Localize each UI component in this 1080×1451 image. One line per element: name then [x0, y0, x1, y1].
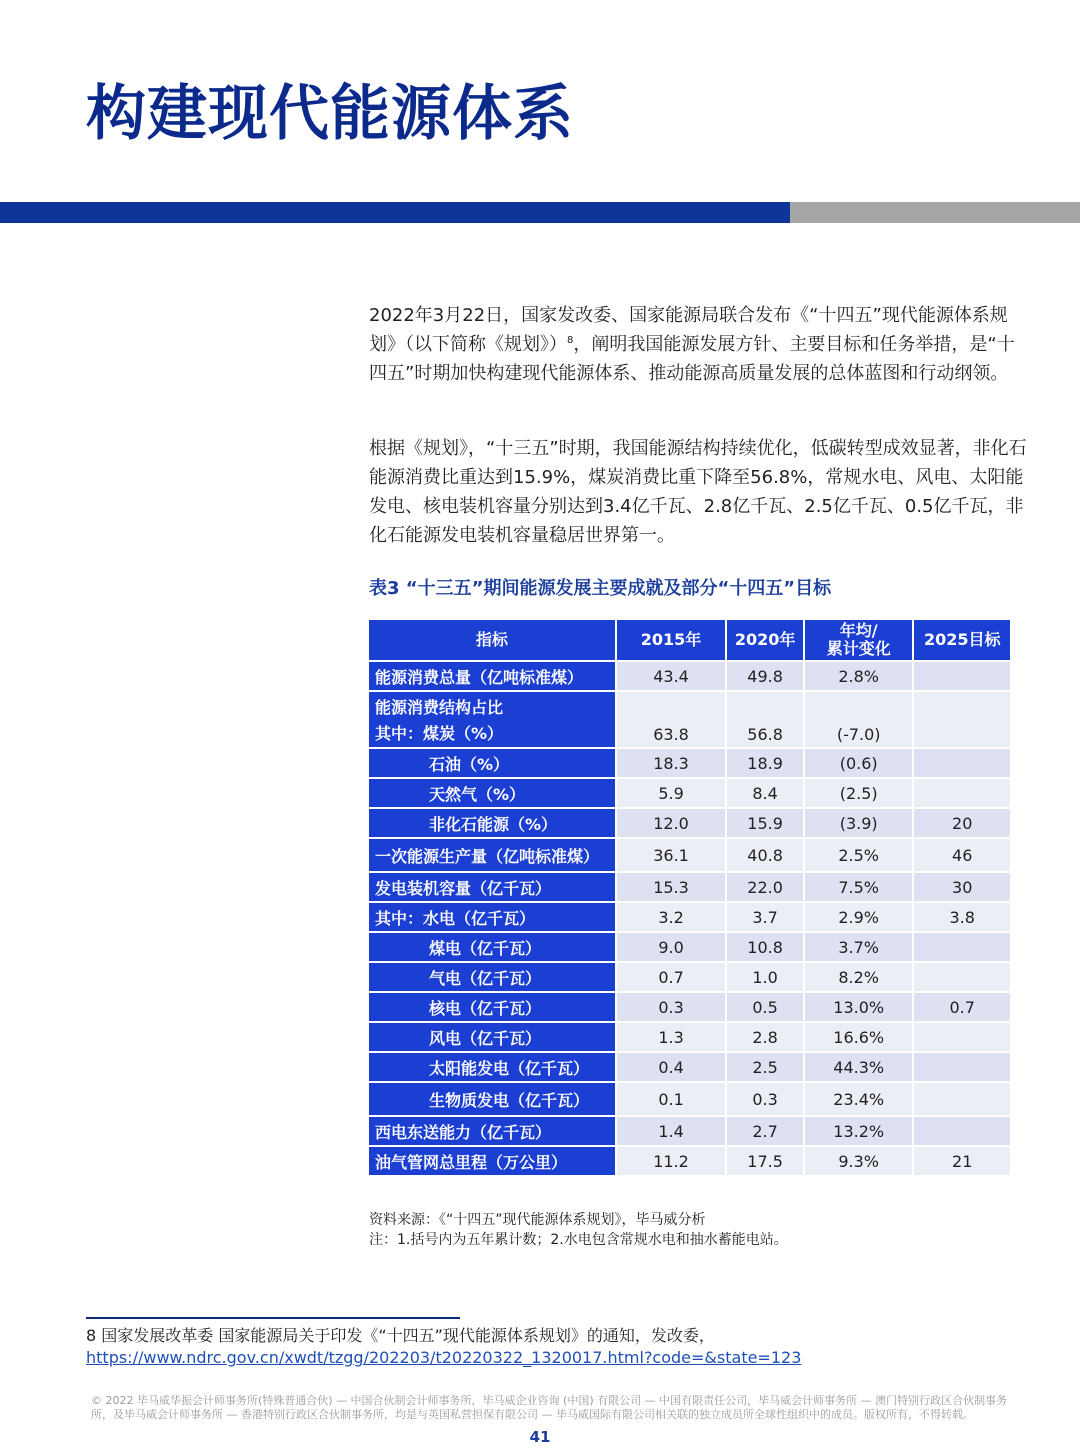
row-label: 天然气（%）: [369, 779, 615, 807]
footnote: [86, 1325, 801, 1369]
cell-change: 16.6%: [805, 1023, 912, 1051]
cell-2020: 2.5: [727, 1053, 803, 1081]
cell-change: 2.8%: [805, 662, 912, 690]
table-row: [369, 1053, 1010, 1081]
table-row: [369, 1117, 1010, 1145]
cell-2015: 9.0: [617, 933, 725, 961]
row-label: 核电（亿千瓦）: [369, 993, 615, 1021]
cell-2020: 49.8: [727, 662, 803, 690]
header-target: 2025目标: [914, 620, 1010, 660]
cell-2015: 3.2: [617, 903, 725, 931]
cell-change: 2.9%: [805, 903, 912, 931]
cell-target: 3.8: [914, 903, 1010, 931]
cell-change: 23.4%: [805, 1083, 912, 1115]
table-row: [369, 809, 1010, 837]
cell-2020: 8.4: [727, 779, 803, 807]
cell-2020: 17.5: [727, 1147, 803, 1175]
cell-target: [914, 779, 1010, 807]
row-label: 西电东送能力（亿千瓦）: [369, 1117, 615, 1145]
cell-2015: 11.2: [617, 1147, 725, 1175]
cell-2020: 3.7: [727, 903, 803, 931]
cell-target: [914, 749, 1010, 777]
cell-2015: 0.3: [617, 993, 725, 1021]
row-label: 非化石能源（%）: [369, 809, 615, 837]
cell-2020: 10.8: [727, 933, 803, 961]
energy-table: [367, 618, 1012, 1177]
table-header-row: [369, 620, 1010, 660]
cell-2015: 12.0: [617, 809, 725, 837]
cell-target: [914, 1023, 1010, 1051]
row-label: 石油（%）: [369, 749, 615, 777]
table-row: [369, 993, 1010, 1021]
cell-change: 9.3%: [805, 1147, 912, 1175]
cell-change: (2.5): [805, 779, 912, 807]
cell-change: 13.2%: [805, 1117, 912, 1145]
table-row: [369, 873, 1010, 901]
cell-target: 20: [914, 809, 1010, 837]
header-band-gray: [790, 202, 1080, 223]
cell-change: 44.3%: [805, 1053, 912, 1081]
row-label: 能源消费总量（亿吨标准煤）: [369, 662, 615, 690]
row-label-line2: 其中：煤炭（%）: [375, 724, 504, 743]
cell-target: [914, 963, 1010, 991]
cell-change: (-7.0): [805, 692, 912, 747]
cell-change: 8.2%: [805, 963, 912, 991]
cell-2015: 63.8: [617, 692, 725, 747]
cell-2020: 15.9: [727, 809, 803, 837]
intro-paragraph: [369, 301, 1029, 388]
row-label-line1: 能源消费结构占比: [375, 698, 504, 717]
table-row: [369, 933, 1010, 961]
intro-text-after: ，阐明我国能源发展方针、主要目标和任务举措，是“十四五”时期加快构建现代能源体系、推动能源高质量发展的总体蓝图和行动纲领。: [369, 334, 1015, 384]
row-label: 油气管网总里程（万公里）: [369, 1147, 615, 1175]
cell-2015: 1.3: [617, 1023, 725, 1051]
footnote-text: 8 国家发展改革委 国家能源局关于印发《“十四五”现代能源体系规划》的通知，发改委，: [86, 1326, 715, 1345]
cell-target: [914, 1053, 1010, 1081]
legal-notice: © 2022 毕马威华振会计师事务所(特殊普通合伙) — 中国合伙制会计师事务所，毕马威企业咨询 (中国) 有限公司 — 中国有限责任公司，毕马威会计师事务所 — 澳门特别行政区合伙制事务所，及毕马威会计师事务所 — 香港特别行政区合伙制事务所，均是与英国私营担保有限公司 — 毕马威国际有限公司相关联的独立成员所全球性组织中的成员。版权所有，不得转载。: [91, 1394, 1008, 1421]
cell-2015: 36.1: [617, 839, 725, 871]
cell-2015: 43.4: [617, 662, 725, 690]
page-title: 构建现代能源体系: [86, 79, 574, 149]
header-2020: 2020年: [727, 620, 803, 660]
header-change-line1: 年均/: [839, 621, 878, 640]
footnote-link[interactable]: https://www.ndrc.gov.cn/xwdt/tzgg/202203/t20220322_1320017.html?code=&state=123: [86, 1348, 802, 1367]
table-footnote-note: 注：1.括号内为五年累计数；2.水电包含常规水电和抽水蓄能电站。: [369, 1232, 788, 1248]
row-label: [369, 692, 615, 747]
cell-2020: 56.8: [727, 692, 803, 747]
table-row: [369, 1083, 1010, 1115]
cell-2015: 15.3: [617, 873, 725, 901]
row-label: 生物质发电（亿千瓦）: [369, 1083, 615, 1115]
cell-change: 3.7%: [805, 933, 912, 961]
footnote-ref[interactable]: 8: [567, 335, 574, 346]
header-2015: 2015年: [617, 620, 725, 660]
row-label: 煤电（亿千瓦）: [369, 933, 615, 961]
cell-target: 30: [914, 873, 1010, 901]
cell-target: 46: [914, 839, 1010, 871]
cell-2020: 0.5: [727, 993, 803, 1021]
cell-2020: 40.8: [727, 839, 803, 871]
table-row: [369, 963, 1010, 991]
page-number: 41: [529, 1428, 551, 1446]
table-caption: 表3 “十三五”期间能源发展主要成就及部分“十四五”目标: [369, 578, 832, 599]
cell-target: 21: [914, 1147, 1010, 1175]
row-label: 发电装机容量（亿千瓦）: [369, 873, 615, 901]
table-row: [369, 839, 1010, 871]
cell-change: (0.6): [805, 749, 912, 777]
header-change-line2: 累计变化: [826, 639, 891, 658]
cell-target: [914, 662, 1010, 690]
cell-2015: 0.7: [617, 963, 725, 991]
cell-2015: 0.4: [617, 1053, 725, 1081]
cell-2015: 5.9: [617, 779, 725, 807]
cell-2015: 1.4: [617, 1117, 725, 1145]
cell-change: (3.9): [805, 809, 912, 837]
table-row: [369, 692, 1010, 747]
header-band-blue: [0, 202, 790, 223]
row-label: 太阳能发电（亿千瓦）: [369, 1053, 615, 1081]
cell-target: [914, 1117, 1010, 1145]
cell-change: 7.5%: [805, 873, 912, 901]
summary-paragraph: 根据《规划》，“十三五”时期，我国能源结构持续优化，低碳转型成效显著，非化石能源消费比重达到15.9%，煤炭消费比重下降至56.8%，常规水电、风电、太阳能发电、核电装机容量分别达到3.4亿千瓦、2.8亿千瓦、2.5亿千瓦、0.5亿千瓦，非化石能源发电装机容量稳居世界第一。: [369, 438, 1027, 546]
footnote-divider: [86, 1317, 460, 1319]
row-label: 风电（亿千瓦）: [369, 1023, 615, 1051]
cell-2020: 2.8: [727, 1023, 803, 1051]
cell-2020: 0.3: [727, 1083, 803, 1115]
cell-target: [914, 1083, 1010, 1115]
cell-2015: 18.3: [617, 749, 725, 777]
cell-2020: 18.9: [727, 749, 803, 777]
cell-change: 2.5%: [805, 839, 912, 871]
table-source-note: 资料来源：《“十四五”现代能源体系规划》，毕马威分析: [369, 1212, 706, 1228]
table-row: [369, 779, 1010, 807]
cell-2020: 2.7: [727, 1117, 803, 1145]
header-indicator: 指标: [369, 620, 615, 660]
row-label: 气电（亿千瓦）: [369, 963, 615, 991]
cell-target: 0.7: [914, 993, 1010, 1021]
row-label: 其中：水电（亿千瓦）: [369, 903, 615, 931]
cell-change: 13.0%: [805, 993, 912, 1021]
intro-text-before: 2022年3月22日，国家发改委、国家能源局联合发布《“十四五”现代能源体系规划》（以下简称《规划》）: [369, 305, 1008, 355]
cell-target: [914, 692, 1010, 747]
table-row: [369, 662, 1010, 690]
cell-target: [914, 933, 1010, 961]
table-row: [369, 1023, 1010, 1051]
cell-2020: 22.0: [727, 873, 803, 901]
header-change: [805, 620, 912, 660]
table-row: [369, 749, 1010, 777]
table-row: [369, 1147, 1010, 1175]
cell-2015: 0.1: [617, 1083, 725, 1115]
cell-2020: 1.0: [727, 963, 803, 991]
row-label: 一次能源生产量（亿吨标准煤）: [369, 839, 615, 871]
table-row: [369, 903, 1010, 931]
